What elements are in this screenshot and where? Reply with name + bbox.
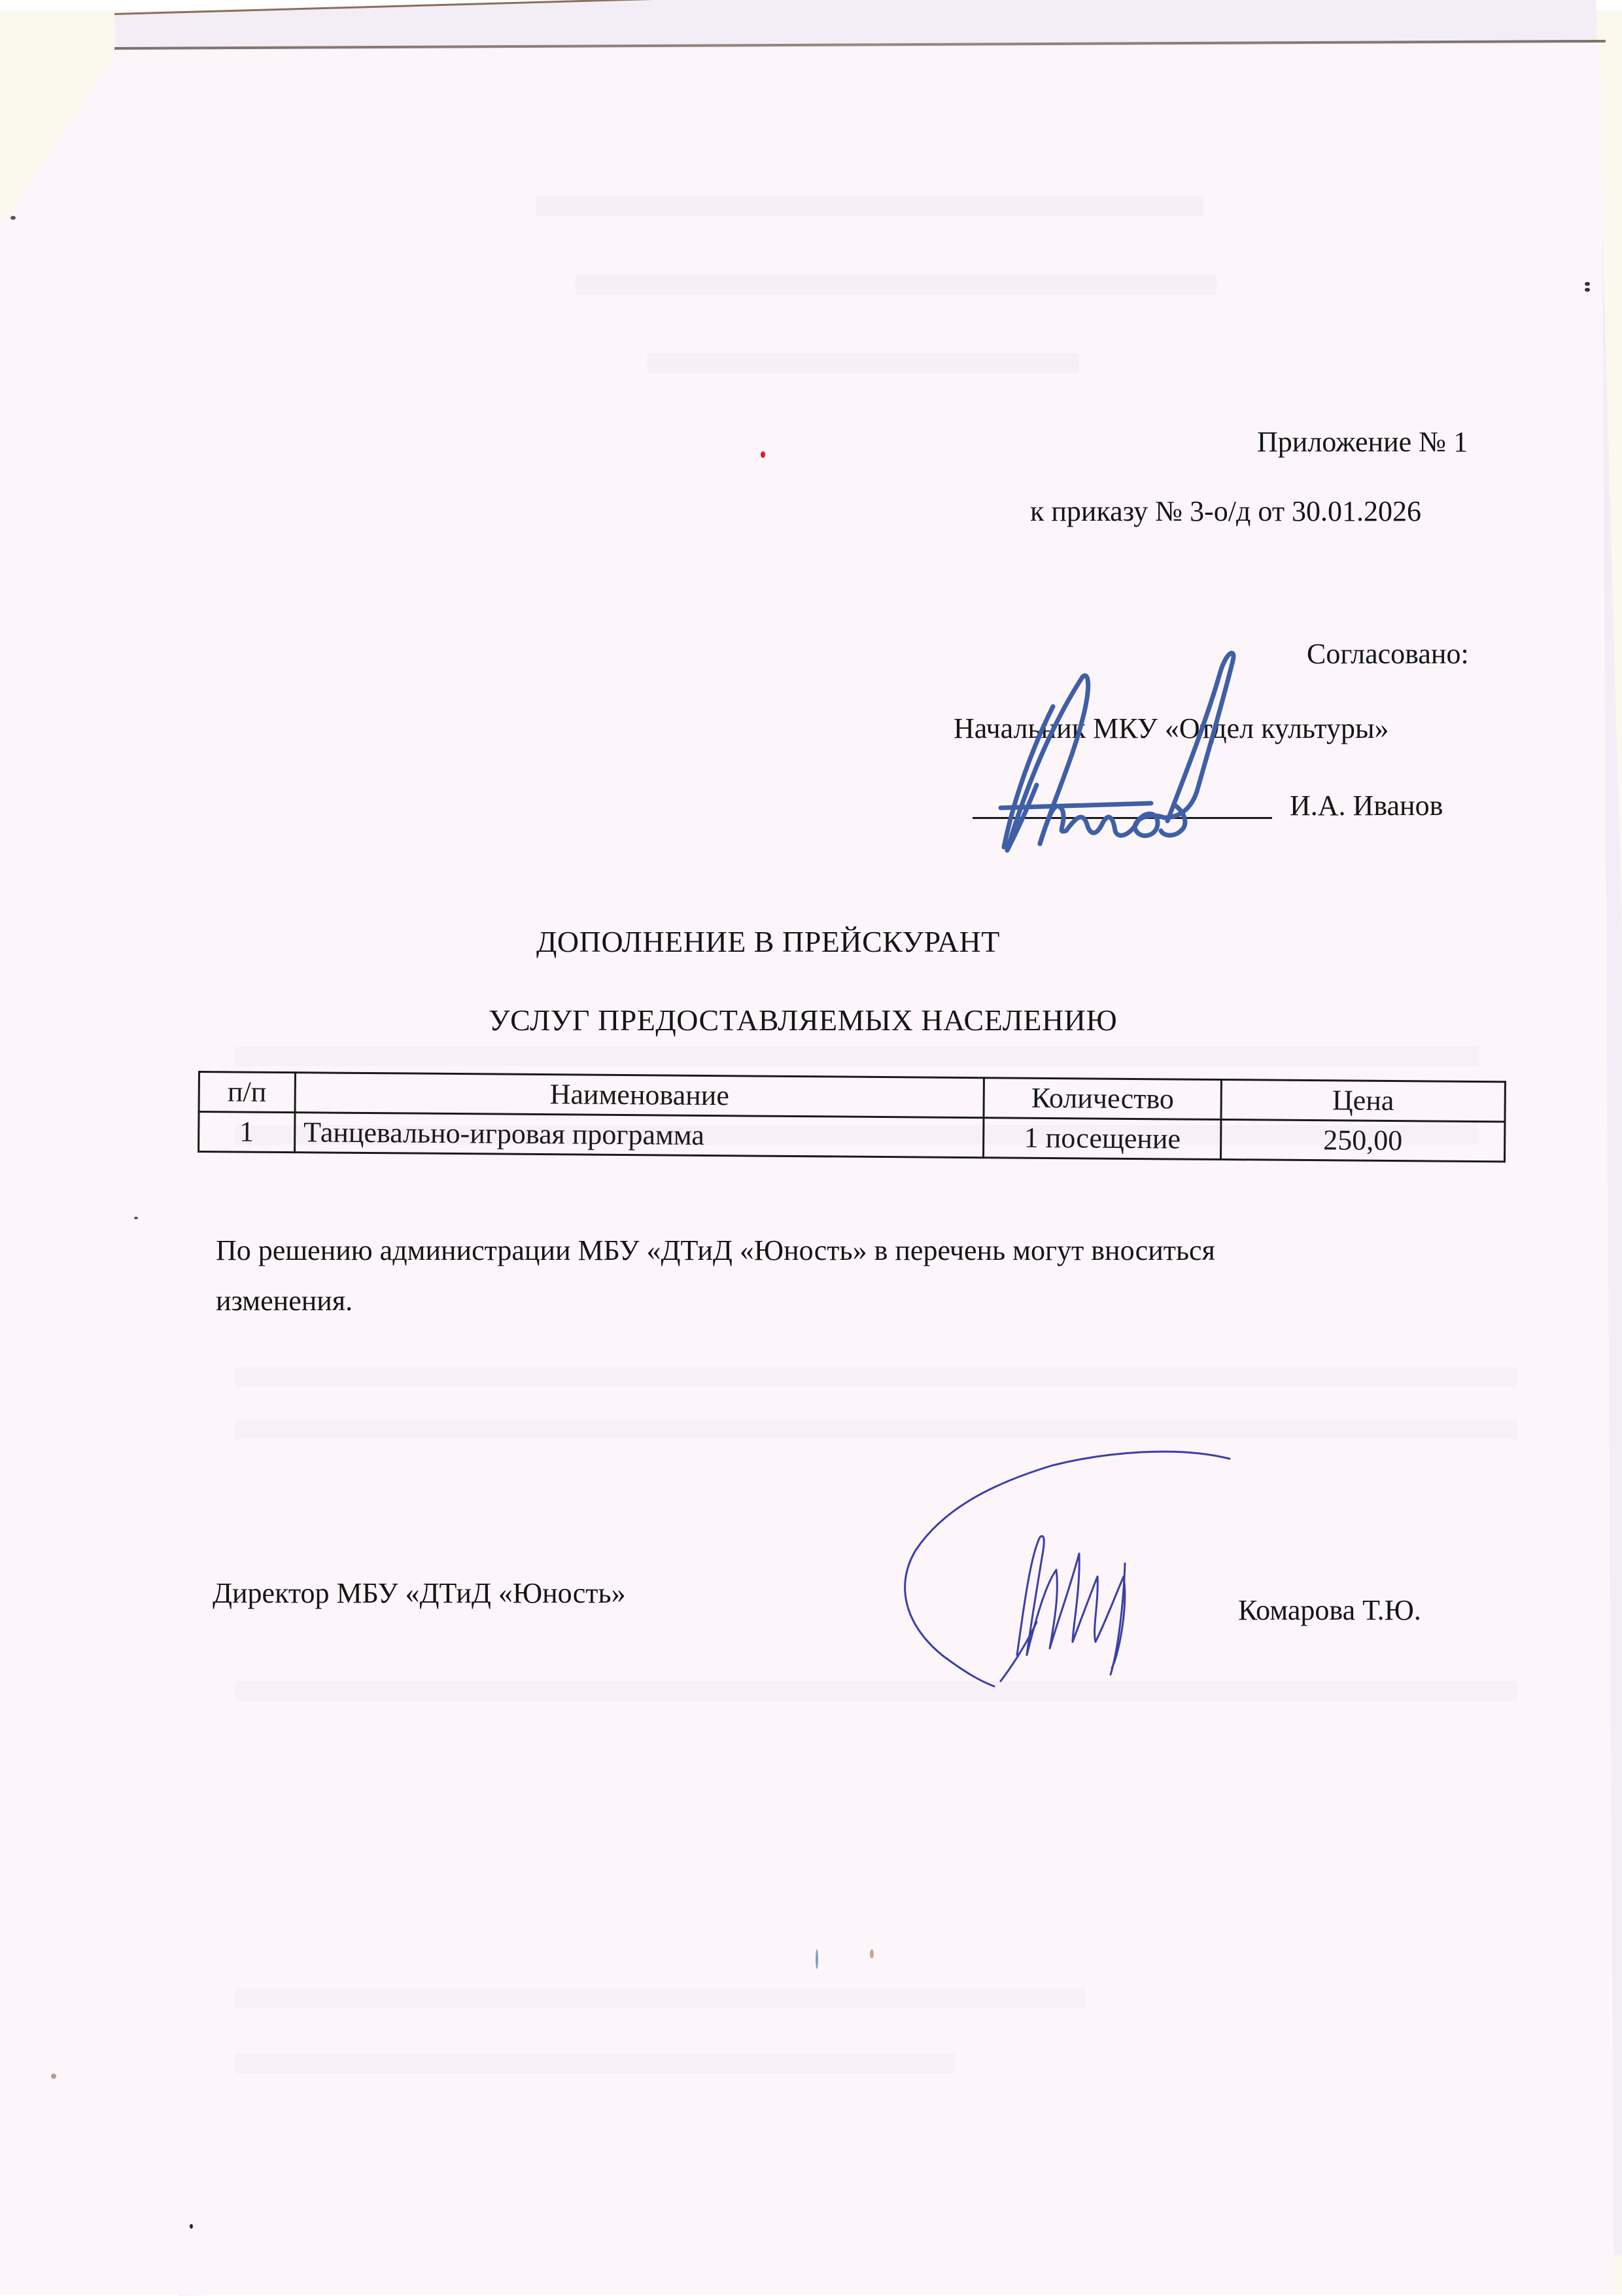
bleed-through-text xyxy=(235,1047,1478,1066)
director-title: Директор МБУ «ДТиД «Юность» xyxy=(213,1577,626,1609)
column-header-price: Цена xyxy=(1221,1080,1505,1122)
cell-name: Танцевально-игровая программа xyxy=(294,1113,984,1158)
ink-speck xyxy=(816,1949,818,1969)
bleed-through-text xyxy=(235,1419,1517,1439)
document-title-line-1: ДОПОЛНЕНИЕ В ПРЕЙСКУРАНТ xyxy=(536,925,1000,958)
cell-price: 250,00 xyxy=(1220,1120,1504,1162)
order-reference: к приказу № 3-о/д от 30.01.2026 xyxy=(1030,495,1422,527)
ink-speck xyxy=(190,2224,193,2229)
bleed-through-text xyxy=(647,353,1079,373)
director-name: Комарова Т.Ю. xyxy=(1238,1594,1421,1626)
bleed-through-text xyxy=(235,1367,1517,1387)
column-header-name: Наименование xyxy=(295,1073,984,1118)
note-text-line-2: изменения. xyxy=(216,1285,353,1317)
bleed-through-text xyxy=(235,2054,955,2074)
ink-speck xyxy=(1585,288,1590,292)
bleed-through-text xyxy=(235,1989,1086,2008)
appendix-label: Приложение № 1 xyxy=(1257,426,1468,458)
cell-number: 1 xyxy=(199,1112,295,1153)
price-table xyxy=(198,1071,1506,1162)
ink-speck xyxy=(10,216,16,220)
ink-speck xyxy=(761,451,765,458)
note-text-line-1: По решению администрации МБУ «ДТиД «Юность» в перечень могут вноситься xyxy=(216,1234,1215,1266)
column-header-number: п/п xyxy=(199,1072,295,1113)
approval-label: Согласовано: xyxy=(1307,638,1469,670)
column-header-quantity: Количество xyxy=(984,1078,1221,1120)
bleed-through-text xyxy=(235,1681,1517,1701)
bleed-through-text xyxy=(576,275,1216,294)
approver-title: Начальник МКУ «Отдел культуры» xyxy=(954,712,1389,744)
cell-quantity: 1 посещение xyxy=(984,1118,1221,1160)
signature-line xyxy=(973,817,1272,819)
document-title-line-2: УСЛУГ ПРЕДОСТАВЛЯЕМЫХ НАСЕЛЕНИЮ xyxy=(489,1003,1118,1037)
approver-name: И.А. Иванов xyxy=(1290,790,1443,822)
ink-speck xyxy=(134,1217,138,1219)
ink-speck xyxy=(1585,282,1590,286)
ink-speck xyxy=(51,2074,56,2079)
ink-speck xyxy=(870,1949,874,1958)
bleed-through-text xyxy=(536,196,1203,216)
